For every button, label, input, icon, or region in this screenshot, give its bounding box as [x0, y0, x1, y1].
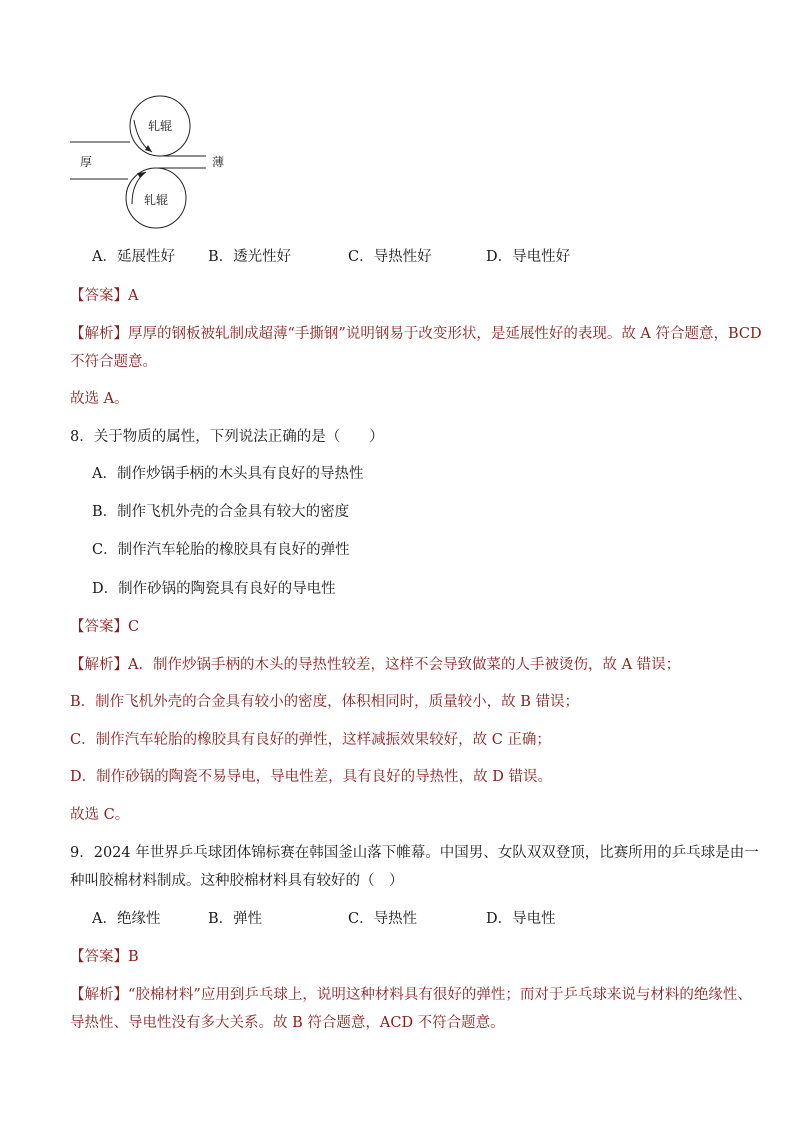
q7-answer: [70, 284, 138, 305]
q8-option-a: A．制作炒锅手柄的木头具有良好的导热性: [92, 466, 364, 482]
q8-option-b: B．制作飞机外壳的合金具有较大的密度: [92, 504, 350, 520]
q9-option-c: C．导热性: [348, 911, 418, 927]
answer-tag: 【答案】: [70, 949, 128, 965]
analysis-text: A．制作炒锅手柄的木头的导热性较差，这样不会导致做菜的人手被烫伤，故 A 错误；: [128, 657, 681, 673]
analysis-tag: 【解析】: [70, 326, 128, 342]
answer-tag: 【答案】: [70, 619, 128, 635]
rolling-mill-diagram: [66, 92, 236, 232]
answer-value: B: [128, 949, 139, 965]
q9-answer: [70, 945, 139, 966]
bottom-roller-label: 轧辊: [143, 193, 169, 207]
q8-conclusion: 故选 C。: [70, 807, 130, 823]
top-roller-label: 轧辊: [147, 119, 173, 133]
bottom-arrow-head: [137, 172, 146, 178]
q8-analysis-line1: [70, 653, 680, 674]
q8-analysis-line2: B．制作飞机外壳的合金具有较小的密度，体积相同时，质量较小，故 B 错误；: [70, 694, 580, 710]
thin-label: 薄: [212, 155, 225, 169]
top-arrow-head: [145, 145, 152, 152]
q7-option-d: D．导电性好: [486, 249, 571, 265]
answer-tag: 【答案】: [70, 288, 128, 304]
q9-option-a: A．绝缘性: [92, 911, 161, 927]
analysis-tag: 【解析】: [70, 987, 128, 1003]
q8-answer: [70, 615, 139, 636]
q7-option-c: C．导热性好: [348, 249, 432, 265]
thick-label: 厚: [80, 155, 93, 169]
q9-option-b: B．弹性: [208, 911, 263, 927]
answer-value: A: [128, 288, 139, 304]
q9-stem-line1: 9．2024 年世界乒乓球团体锦标赛在韩国釜山落下帷幕。中国男、女队双双登顶，比赛所用的乒乓球是由一: [70, 845, 759, 861]
q8-analysis-line4: D．制作砂锅的陶瓷不易导电，导电性差，具有良好的导热性，故 D 错误。: [70, 769, 552, 785]
q8-option-d: D．制作砂锅的陶瓷具有良好的导电性: [92, 581, 336, 597]
q7-conclusion: 故选 A。: [70, 391, 129, 407]
q8-stem: 8．关于物质的属性，下列说法正确的是（ ）: [70, 429, 384, 445]
q9-stem-line2: 种叫胶棉材料制成。这种胶棉材料具有较好的（ ）: [70, 873, 404, 889]
analysis-text: “胶棉材料”应用到乒乓球上，说明这种材料具有很好的弹性；而对于乒乓球来说与材料的绝缘性、: [128, 987, 752, 1003]
q7-option-a: A．延展性好: [92, 249, 175, 265]
q9-option-d: D．导电性: [486, 911, 556, 927]
answer-value: C: [128, 619, 140, 635]
q9-analysis-line1: [70, 983, 752, 1004]
analysis-text: 厚厚的钢板被轧制成超薄“手撕钢”说明钢易于改变形状，是延展性好的表现。故 A 符合题意，BCD: [128, 326, 762, 342]
q8-option-c: C．制作汽车轮胎的橡胶具有良好的弹性: [92, 542, 350, 558]
q9-analysis-line2: 导热性、导电性没有多大关系。故 B 符合题意，ACD 不符合题意。: [70, 1015, 505, 1031]
analysis-tag: 【解析】: [70, 657, 128, 673]
q7-analysis-line1: [70, 322, 762, 343]
q7-analysis-line2: 不符合题意。: [70, 354, 157, 370]
q7-option-b: B．透光性好: [208, 249, 292, 265]
q8-analysis-line3: C．制作汽车轮胎的橡胶具有良好的弹性，这样减振效果较好，故 C 正确；: [70, 732, 551, 748]
